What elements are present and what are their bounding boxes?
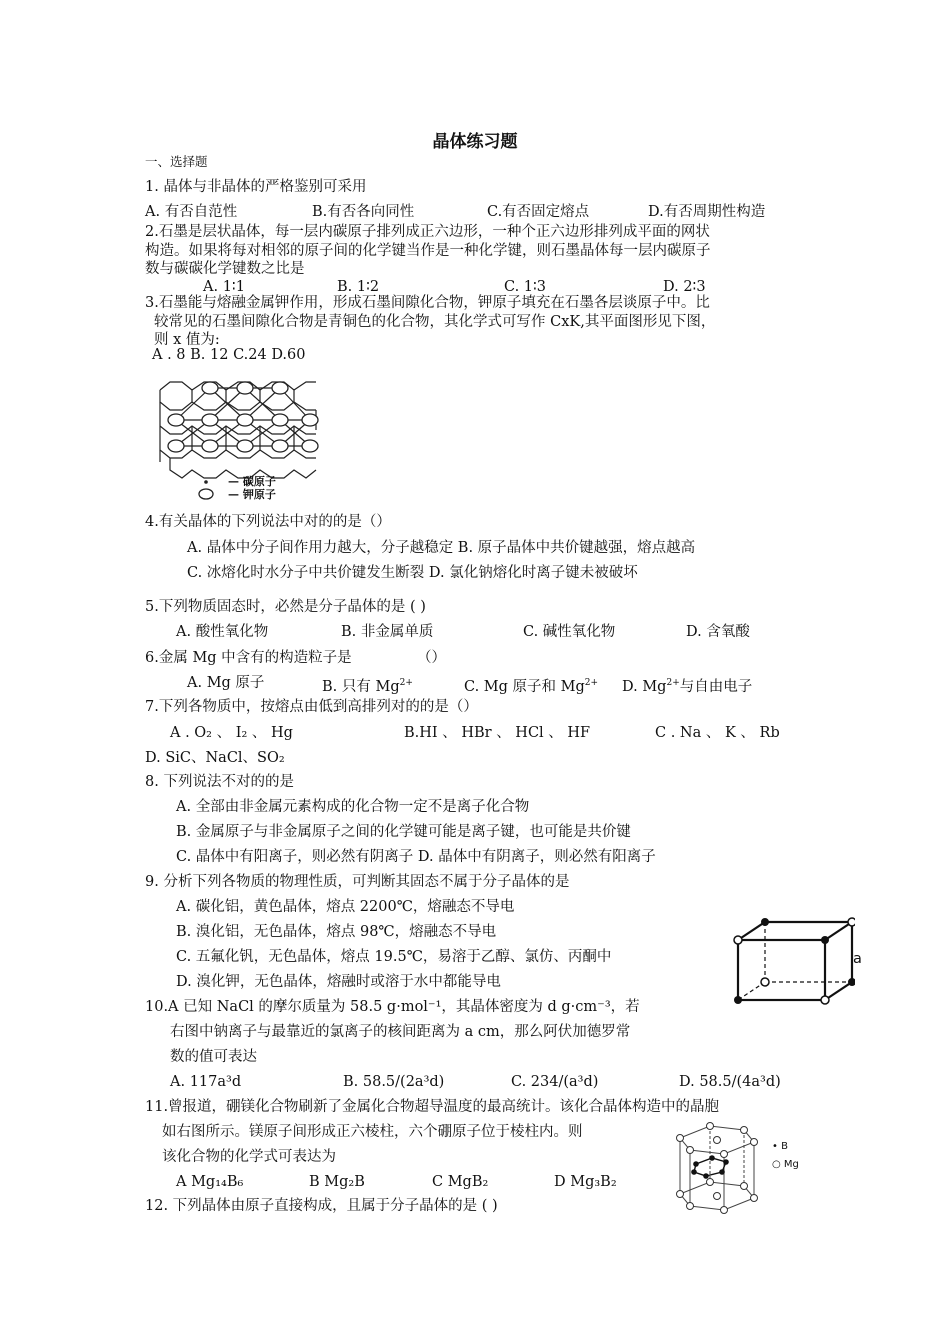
q5-option-a: A. 酸性氧化物 bbox=[176, 624, 269, 640]
q6-option-c: C. Mg 原子和 $Mg^{2+}$ bbox=[464, 678, 599, 695]
q6-option-d: D. $Mg^{2+}$与自由电子 bbox=[622, 678, 753, 695]
q10-line: 数的值可表达 bbox=[170, 1049, 257, 1065]
q12-stem: 12. 下列晶体由原子直接构成，且属于分子晶体的是 ( ) bbox=[145, 1198, 498, 1214]
q10-line: 10.A 已知 NaCl 的摩尔质量为 58.5 g·mol⁻¹，其晶体密度为 d g·cm⁻³，若 bbox=[145, 999, 640, 1015]
q5-option-c: C. 碱性氧化物 bbox=[523, 624, 616, 640]
page-title: 晶体练习题 bbox=[432, 132, 518, 152]
q3-line: 则 x 值为: bbox=[154, 332, 220, 348]
q5-stem: 5.下列物质固态时，必然是分子晶体的是 ( ) bbox=[145, 599, 426, 615]
q1-option-c: C.有否固定熔点 bbox=[487, 204, 590, 220]
q11-option-a: A Mg₁₄B₆ bbox=[176, 1174, 244, 1190]
legend-potassium: — 钾原子 bbox=[228, 488, 276, 501]
q11-option-d: D Mg₃B₂ bbox=[554, 1174, 617, 1190]
q5-option-b: B. 非金属单质 bbox=[341, 624, 434, 640]
q11-option-b: B Mg₂B bbox=[309, 1174, 365, 1190]
q8-row: C. 晶体中有阳离子，则必然有阴离子 D. 晶体中有阴离子，则必然有阳离子 bbox=[176, 849, 656, 865]
nacl-cube-figure bbox=[730, 912, 855, 1007]
q1-option-b: B.有否各向同性 bbox=[312, 204, 415, 220]
q3-line: 3.石墨能与熔融金属钾作用，形成石墨间隙化合物，钾原子填充在石墨各层谈原子中。比 bbox=[145, 295, 710, 311]
legend-magnesium: ○ Mg bbox=[772, 1159, 799, 1170]
q10-option-a: A. 117a³d bbox=[170, 1074, 242, 1090]
q3-line: 较常见的石墨间隙化合物是青铜色的化合物，其化学式可写作 CxK,其平面图形见下图， bbox=[154, 314, 716, 330]
q11-line: 11.曾报道，硼镁化合物刷新了金属化合物超导温度的最高统计。该化合晶体构造中的晶胞 bbox=[145, 1099, 720, 1115]
section-heading: 一、选择题 bbox=[145, 154, 208, 169]
q2-option-a: A. 1∶1 bbox=[203, 279, 245, 295]
q1-option-d: D.有否周期性构造 bbox=[648, 204, 766, 220]
q2-line: 2.石墨是层状晶体，每一层内碳原子排列成正六边形，一种个正六边形排列成平面的网状 bbox=[145, 224, 710, 240]
q9-row: D. 溴化钾，无色晶体，熔融时或溶于水中都能导电 bbox=[176, 974, 501, 990]
q7-stem: 7.下列各物质中，按熔点由低到高排列对的的是（） bbox=[145, 699, 478, 715]
q7-option-d: D. SiC、NaCl、SO₂ bbox=[145, 750, 285, 766]
q2-line: 构造。如果将每对相邻的原子间的化学键当作是一种化学键，则石墨晶体每一层内碳原子 bbox=[145, 243, 711, 259]
q9-row: A. 碳化铝，黄色晶体，熔点 2200℃，熔融态不导电 bbox=[176, 899, 515, 915]
q11-line: 如右图所示。镁原子间形成正六棱柱，六个硼原子位于棱柱内。则 bbox=[162, 1124, 583, 1140]
q10-option-b: B. 58.5/(2a³d) bbox=[343, 1074, 445, 1090]
q4-row: A. 晶体中分子间作用力越大，分子越稳定 B. 原子晶体中共价键越强，熔点越高 bbox=[187, 540, 696, 556]
q5-option-d: D. 含氧酸 bbox=[686, 624, 750, 640]
q3-options: A . 8 B. 12 C.24 D.60 bbox=[152, 347, 306, 363]
cube-edge-label: a bbox=[853, 951, 862, 967]
q2-line: 数与碳碳化学键数之比是 bbox=[145, 261, 305, 277]
q1-option-a: A. 有否自范性 bbox=[145, 204, 238, 220]
q2-option-c: C. 1∶3 bbox=[504, 279, 547, 295]
q11-option-c: C MgB₂ bbox=[432, 1174, 489, 1190]
q7-option-c: C . Na 、 K 、 Rb bbox=[655, 725, 780, 741]
q10-option-d: D. 58.5/(4a³d) bbox=[679, 1074, 781, 1090]
q7-option-b: B.HI 、 HBr 、 HCl 、 HF bbox=[404, 725, 591, 741]
q6-option-a: A. Mg 原子 bbox=[187, 675, 265, 691]
q2-option-d: D. 2∶3 bbox=[663, 279, 706, 295]
q2-option-b: B. 1∶2 bbox=[337, 279, 380, 295]
q6-paren: （） bbox=[417, 650, 446, 666]
legend-carbon: — 碳原子 bbox=[228, 475, 276, 488]
legend-boron: • B bbox=[772, 1141, 788, 1152]
q6-option-b: B. 只有 $Mg^{2+}$ bbox=[322, 678, 413, 695]
q8-stem: 8. 下列说法不对的的是 bbox=[145, 774, 294, 790]
q7-option-a: A . O₂ 、 I₂ 、 Hg bbox=[170, 725, 293, 741]
q8-row: A. 全部由非金属元素构成的化合物一定不是离子化合物 bbox=[176, 799, 530, 815]
q8-row: B. 金属原子与非金属原子之间的化学键可能是离子键，也可能是共价键 bbox=[176, 824, 631, 840]
q4-row: C. 冰熔化时水分子中共价键发生断裂 D. 氯化钠熔化时离子键未被破坏 bbox=[187, 565, 638, 581]
q4-stem: 4.有关晶体的下列说法中对的的是（） bbox=[145, 514, 391, 530]
q9-row: C. 五氟化钒，无色晶体，熔点 19.5℃，易溶于乙醇、氯仿、丙酮中 bbox=[176, 949, 612, 965]
q10-line: 右图中钠离子与最靠近的氯离子的核间距离为 a cm，那么阿伏加德罗常 bbox=[170, 1024, 631, 1040]
q1-stem: 1. 晶体与非晶体的严格鉴别可采用 bbox=[145, 179, 367, 195]
mgb2-unit-cell-figure bbox=[660, 1118, 770, 1218]
q10-option-c: C. 234/(a³d) bbox=[511, 1074, 599, 1090]
q6-stem: 6.金属 Mg 中含有的构造粒子是 bbox=[145, 650, 352, 666]
q9-row: B. 溴化铝，无色晶体，熔点 98℃，熔融态不导电 bbox=[176, 924, 497, 940]
q11-line: 该化合物的化学式可表达为 bbox=[162, 1149, 336, 1165]
q9-stem: 9. 分析下列各物质的物理性质，可判断其固态不属于分子晶体的是 bbox=[145, 874, 570, 890]
